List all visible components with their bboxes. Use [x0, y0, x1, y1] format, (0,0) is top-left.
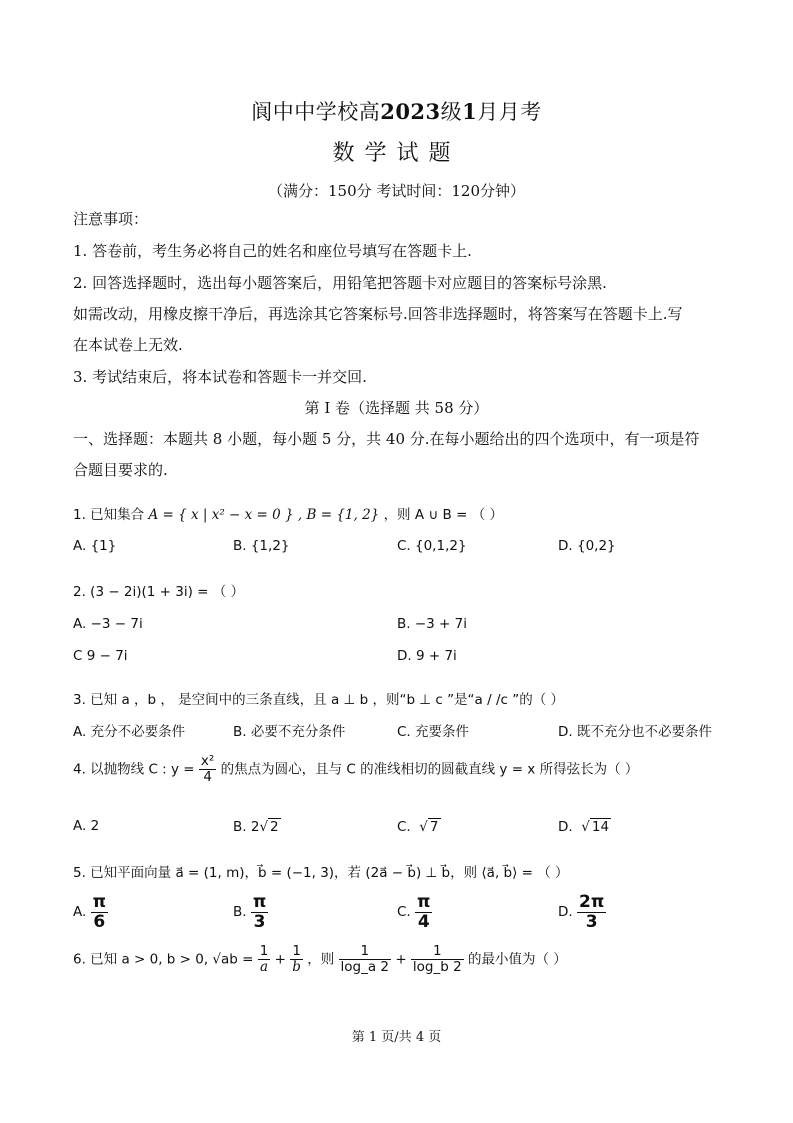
q3-option-a[interactable]: A. 充分不必要条件	[73, 724, 186, 740]
note-2: 2. 回答选择题时，选出每小题答案后，用铅笔把答题卡对应题目的答案标号涂黑.	[73, 274, 607, 292]
q1-option-b[interactable]: B. {1,2}	[233, 538, 290, 554]
page-footer: 第 1 页/共 4 页	[351, 1030, 442, 1045]
q3-option-b[interactable]: B. 必要不充分条件	[233, 724, 346, 740]
q3-option-c[interactable]: C. 充要条件	[397, 724, 470, 740]
q6-plus-1: +	[274, 951, 286, 968]
q4-frac-denominator: 4	[203, 768, 212, 785]
q6-frac-4	[411, 944, 464, 975]
q6-frac-2-den: b	[292, 958, 301, 975]
question-4-stem	[73, 754, 638, 785]
q6-frac-2-num: 1	[290, 944, 303, 960]
q5-a-fraction	[91, 893, 108, 931]
q5-c-den: 4	[417, 911, 430, 932]
q6-frac-4-num: 1	[411, 944, 464, 960]
q5-c-num: π	[417, 892, 431, 912]
q1-option-a[interactable]: A. {1}	[73, 538, 117, 554]
q4-frac-numerator: x²	[200, 753, 215, 769]
question-1-stem	[73, 503, 503, 523]
title-month: 1	[462, 99, 478, 124]
section-instructions-line2: 合题目要求的.	[73, 461, 168, 479]
q4-fraction	[199, 754, 216, 785]
q6-frac-3	[339, 944, 391, 975]
q4-option-c[interactable]: C. √ 7	[397, 819, 439, 835]
note-3: 3. 考试结束后，将本试卷和答题卡一并交回.	[73, 368, 367, 386]
question-5-stem: 5. 已知平面向量 a⃗ = (1, m)，b⃗ = (−1, 3)，若 (2a⃗ − b⃗) ⊥ b⃗，则 ⟨a⃗, b⃗⟩ = （ ）	[73, 865, 569, 881]
title-prefix: 阆中中学校高	[251, 100, 381, 124]
q6-frac-2	[290, 944, 303, 975]
title-year: 2023	[380, 99, 441, 124]
q5-d-den: 3	[585, 911, 598, 932]
q1-option-c[interactable]: C. {0,1,2}	[397, 538, 467, 554]
q4-option-d[interactable]: D. √ 14	[558, 819, 610, 835]
q4-option-b[interactable]: B. 2√ 2	[233, 819, 279, 835]
q4-d-radicand: 14	[591, 819, 610, 835]
note-2-continued-line2: 在本试卷上无效.	[73, 336, 183, 354]
q2-option-a[interactable]: A. −3 − 7i	[73, 616, 143, 632]
q6-tail: 的最小值为（ ）	[468, 951, 567, 968]
exam-info: （满分：150分 考试时间：120分钟）	[267, 182, 526, 200]
q5-d-fraction	[577, 893, 606, 931]
q1-sets: A = { x | x² − x = 0 } , B = {1, 2}	[148, 507, 380, 523]
q2-option-b[interactable]: B. −3 + 7i	[397, 616, 467, 632]
q6-frac-4-den: log_b 2	[412, 958, 462, 975]
q4-b-coefficient: B. 2	[233, 819, 260, 835]
notes-heading: 注意事项：	[73, 210, 149, 228]
question-3-stem: 3. 已知 a ，b ， 是空间中的三条直线，且 a ⊥ b ，则“b ⊥ c ”是“a / /c ”的（ ）	[73, 692, 565, 708]
q5-c-fraction	[415, 893, 432, 931]
q5-option-b[interactable]	[233, 893, 268, 931]
title-suffix: 月月考	[477, 100, 542, 124]
q6-frac-1	[258, 944, 271, 975]
q6-mid: ，则	[307, 951, 335, 968]
q5-b-den: 3	[253, 911, 266, 932]
q6-stem-pre: 6. 已知 a > 0, b > 0, √ab =	[73, 951, 254, 968]
note-1: 1. 答卷前，考生务必将自己的姓名和座位号填写在答题卡上.	[73, 242, 472, 260]
q5-a-label: A.	[73, 904, 87, 921]
q5-b-label: B.	[233, 904, 247, 921]
section-instructions-line1: 一、选择题：本题共 8 小题，每小题 5 分，共 40 分.在每小题给出的四个选项中，有一项是符	[73, 430, 700, 448]
q5-c-label: C.	[397, 904, 411, 921]
q4-b-radicand: 2	[270, 819, 279, 835]
q5-a-den: 6	[93, 911, 106, 932]
section-title: 第 I 卷（选择题 共 58 分）	[304, 399, 489, 417]
q6-frac-3-num: 1	[339, 944, 391, 960]
q3-option-d[interactable]: D. 既不充分也不必要条件	[558, 724, 712, 740]
q6-frac-1-num: 1	[259, 943, 269, 959]
q5-option-a[interactable]	[73, 893, 108, 931]
subject-title: 数学试题	[332, 141, 461, 166]
q5-b-fraction	[251, 893, 268, 931]
q4-c-radicand: 7	[429, 819, 439, 835]
q6-plus-2: +	[395, 951, 407, 968]
q5-d-num: 2π	[578, 892, 605, 912]
q5-option-c[interactable]	[397, 893, 432, 931]
q2-option-c[interactable]: C 9 − 7i	[73, 648, 128, 664]
q5-option-d[interactable]	[558, 893, 606, 931]
q5-a-num: π	[92, 892, 107, 912]
q4-stem-post: 的焦点为圆心，且与 C 的准线相切的圆截直线 y = x 所得弦长为（ ）	[220, 761, 639, 778]
q1-option-d[interactable]: D. {0,2}	[558, 538, 616, 554]
q6-frac-3-den: log_a 2	[340, 958, 390, 975]
q4-option-a[interactable]: A. 2	[73, 818, 100, 834]
q5-b-num: π	[252, 892, 267, 912]
q5-d-label: D.	[558, 904, 573, 921]
q1-label: 1. 已知集合	[73, 507, 145, 523]
q1-tail: ，则 A ∪ B = （ ）	[383, 507, 503, 523]
question-2-stem: 2. (3 − 2i)(1 + 3i) = （ ）	[73, 584, 245, 600]
title-grade: 级	[440, 100, 463, 124]
note-2-continued-line1: 如需改动，用橡皮擦干净后，再选涂其它答案标号.回答非选择题时，将答案写在答题卡上.写	[73, 305, 683, 323]
exam-title	[0, 96, 793, 126]
q2-option-d[interactable]: D. 9 + 7i	[397, 648, 457, 664]
q4-stem-pre: 4. 以抛物线 C : y =	[73, 761, 195, 778]
question-6-stem	[73, 944, 567, 975]
q6-frac-1-den: a	[260, 958, 269, 975]
